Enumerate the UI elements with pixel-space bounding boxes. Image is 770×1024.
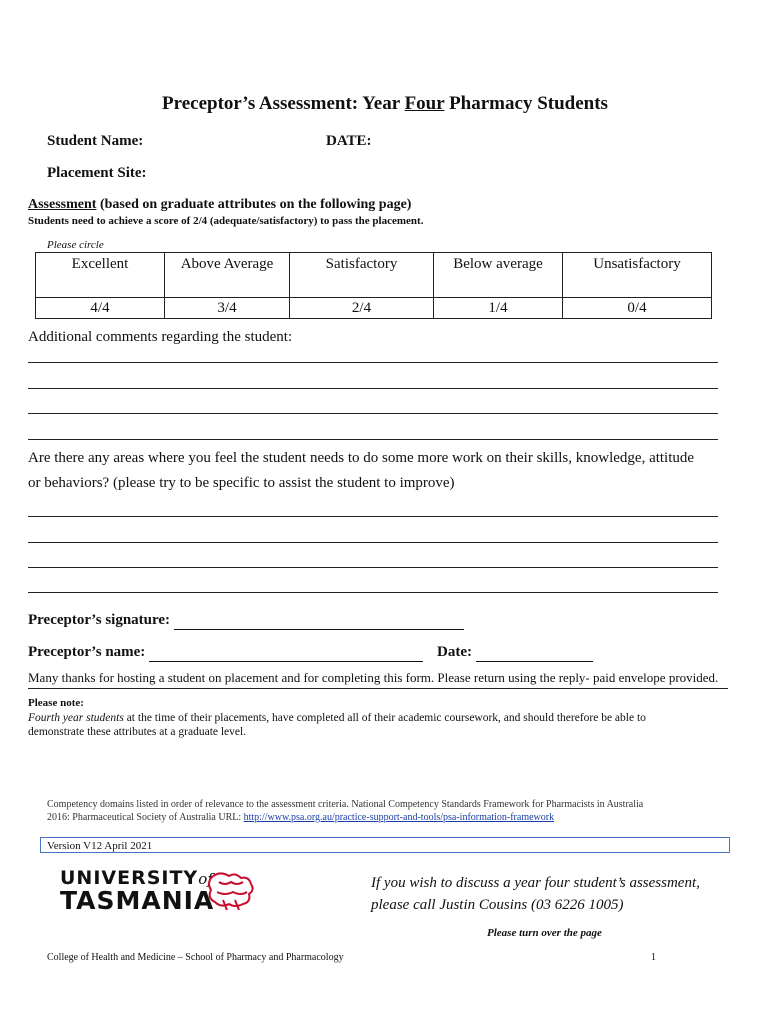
improvement-question-line1: Are there any areas where you feel the student needs to do some more work on their skills, knowledge, attitude [28,450,695,466]
university-logo [60,868,214,913]
improvement-line[interactable] [28,592,718,593]
logo-of: of [198,870,213,888]
signature-label: Preceptor’s signature: [28,612,174,628]
pass-requirement: Students need to achieve a score of 2/4 (adequate/satisfactory) to pass the placement. [28,215,424,227]
title-text-end: Pharmacy Students [444,93,608,114]
contact-line1: If you wish to discuss a year four student’s assessment, [371,875,700,891]
reference-prefix: 2016: Pharmaceutical Society of Australia URL: [47,812,244,823]
logo-university: UNIVERSITY [60,867,199,889]
improvement-line[interactable] [28,542,718,543]
title-emphasis: Four [404,93,445,114]
turn-over-note: Please turn over the page [487,927,602,939]
name-field[interactable] [149,644,423,662]
signature-field[interactable] [174,612,464,630]
assessment-heading-underlined: Assessment [28,197,97,212]
note-heading: Please note: [28,697,84,709]
version-box [40,837,730,853]
improvement-line[interactable] [28,567,718,568]
version-text: Version V12 April 2021 [47,840,153,852]
note-line2: demonstrate these attributes at a graduate level. [28,726,247,738]
sign-date-label: Date: [437,644,476,660]
comment-line[interactable] [28,362,718,363]
grade-score-excellent[interactable]: 4/4 [36,298,165,319]
placement-site-label: Placement Site: [47,165,147,181]
signature-row [28,612,464,630]
lion-crest-icon [205,868,257,912]
assessment-heading [28,197,411,213]
date-label: DATE: [326,133,372,149]
student-name-label: Student Name: [47,133,144,149]
page-number: 1 [651,952,656,963]
grade-label-below-average[interactable]: Below average [434,253,563,298]
grade-label-satisfactory[interactable]: Satisfactory [290,253,434,298]
improvement-question-line2: or behaviors? (please try to be specific to assist the student to improve) [28,475,455,491]
grade-score-unsatisfactory[interactable]: 0/4 [563,298,712,319]
comment-line[interactable] [28,413,718,414]
grade-score-above-average[interactable]: 3/4 [165,298,290,319]
logo-tasmania: TASMANIA [60,886,215,915]
please-circle-label: Please circle [47,239,104,251]
grade-label-excellent[interactable]: Excellent [36,253,165,298]
name-row [28,644,423,662]
note-line1 [28,712,738,724]
grade-label-above-average[interactable]: Above Average [165,253,290,298]
contact-line2: please call Justin Cousins (03 6226 1005) [371,897,624,913]
page-title [0,93,770,115]
grade-label-unsatisfactory[interactable]: Unsatisfactory [563,253,712,298]
grade-table [35,252,712,319]
grade-score-satisfactory[interactable]: 2/4 [290,298,434,319]
grade-label-row [36,253,712,298]
comment-line[interactable] [28,439,718,440]
grade-score-row [36,298,712,319]
improvement-line[interactable] [28,516,718,517]
note-italic: Fourth year students [28,712,124,724]
sign-date-field[interactable] [476,644,593,662]
comment-line[interactable] [28,388,718,389]
psa-framework-link[interactable]: http://www.psa.org.au/practice-support-and-tools/psa-information-framework [243,812,555,823]
note-line1-rest: at the time of their placements, have completed all of their academic coursework, and should therefore be able to [123,712,646,724]
contact-info [371,872,700,916]
name-label: Preceptor’s name: [28,644,150,660]
comments-prompt: Additional comments regarding the student: [28,329,293,345]
thanks-divider [28,688,728,689]
footer-college: College of Health and Medicine – School of Pharmacy and Pharmacology [47,952,344,963]
title-text: Preceptor’s Assessment: Year [162,93,405,114]
assessment-heading-rest: (based on graduate attributes on the following page) [96,197,412,212]
thanks-text: Many thanks for hosting a student on placement and for completing this form. Please return using the reply- paid envelope provided. [28,670,719,685]
sign-date-row [437,644,593,662]
grade-score-below-average[interactable]: 1/4 [434,298,563,319]
reference-line1: Competency domains listed in order of relevance to the assessment criteria. National Competency Standards Framework for Pharmacists in Australia [47,799,644,810]
reference-line2 [47,812,554,823]
